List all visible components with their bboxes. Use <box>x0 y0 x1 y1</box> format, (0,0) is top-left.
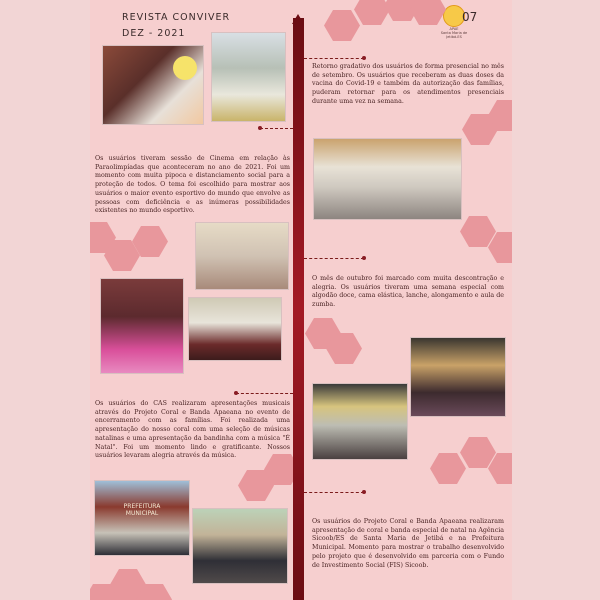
logo-name: APAE <box>449 27 459 31</box>
clown-face-decor <box>173 56 197 80</box>
logo-subtext: Santa Maria de Jetibá-ES <box>440 31 468 39</box>
timeline-dot <box>258 126 262 130</box>
photo-outdoor-walk <box>211 32 286 122</box>
decor-hexagon <box>324 10 360 41</box>
timeline-dot <box>362 256 366 260</box>
decor-hexagon <box>460 437 496 468</box>
apae-logo-text <box>436 27 472 39</box>
timeline-connector <box>304 492 364 493</box>
text-october-week: O mês de outubro foi marcado com muita descontração e alegria. Os usuários tiveram uma semana especial com algodão doce, cama elástica, lanche, alongamento e aula de zumba. <box>312 275 504 309</box>
timeline-dot <box>362 490 366 494</box>
photo-band-event <box>312 383 408 460</box>
photo-cinema-session <box>313 138 462 220</box>
photo-sicoob <box>192 508 288 584</box>
magazine-title: REVISTA CONVIVER <box>122 12 231 23</box>
photo-reception <box>102 45 204 125</box>
text-return-in-person: Retorno gradativo dos usuários de forma presencial no mês de setembro. Os usuários que receberam as duas doses da vacina do Covid-19 e também da autorização das famílias, puderam retornar para os atendimentos presenciais durante uma vez na semana. <box>312 63 504 105</box>
magazine-page <box>90 0 512 600</box>
timeline-dot <box>234 391 238 395</box>
timeline-connector <box>236 393 293 394</box>
decor-hexagon <box>354 0 390 25</box>
page-number: 07 <box>462 10 478 24</box>
photo-choir-event <box>410 337 506 417</box>
timeline-connector <box>304 258 364 259</box>
decor-hexagon <box>430 453 466 484</box>
prefeitura-sign: PREFEITURA MUNICIPAL <box>123 503 161 517</box>
decor-hexagon <box>460 216 496 247</box>
timeline-connector <box>260 128 293 129</box>
issue-date: DEZ - 2021 <box>122 28 186 39</box>
photo-trampoline <box>100 278 184 374</box>
text-cinema-session: Os usuários tiveram sessão de Cinema em relação às Paraolimpíadas que aconteceram no ano de 2021. Foi um momento com muita pipoca e distanciamento social para a proteção de todos. O tema foi escolhido para mostrar aos usuários o maior evento esportivo do mundo que envolve as pessoas com deficiência e as inúmeras possibilidades existentes no mundo esportivo. <box>95 155 290 215</box>
decor-hexagon <box>410 0 446 25</box>
photo-prefeitura <box>94 480 190 556</box>
timeline-spine <box>293 18 304 600</box>
timeline-connector <box>304 58 364 59</box>
timeline-dot <box>362 56 366 60</box>
photo-snack <box>188 297 282 361</box>
text-choir-band-event: Os usuários do CAS realizaram apresentações musicais através do Projeto Coral e Banda Apaeana no evento de encerramento com as famílias. Foi realizada uma apresentação do nosso coral com uma seleção de músicas natalinas e uma apresentação da bandinha com a música "É Natal". Foi um momento lindo e gratificante. Nossos usuários levaram alegria através da música. <box>95 400 290 460</box>
photo-cotton-candy <box>195 222 289 290</box>
text-christmas-presentation: Os usuários do Projeto Coral e Banda Apaeana realizaram apresentação de coral e banda especial de natal na Agência Sicoob/ES de Santa Maria de Jetibá e na Prefeitura Municipal. Momento para mostrar o trabalho desenvolvido pelo projeto que é desenvolvido em parceria com o Fundo de Investimento Social (FIS) Sicoob. <box>312 518 504 569</box>
